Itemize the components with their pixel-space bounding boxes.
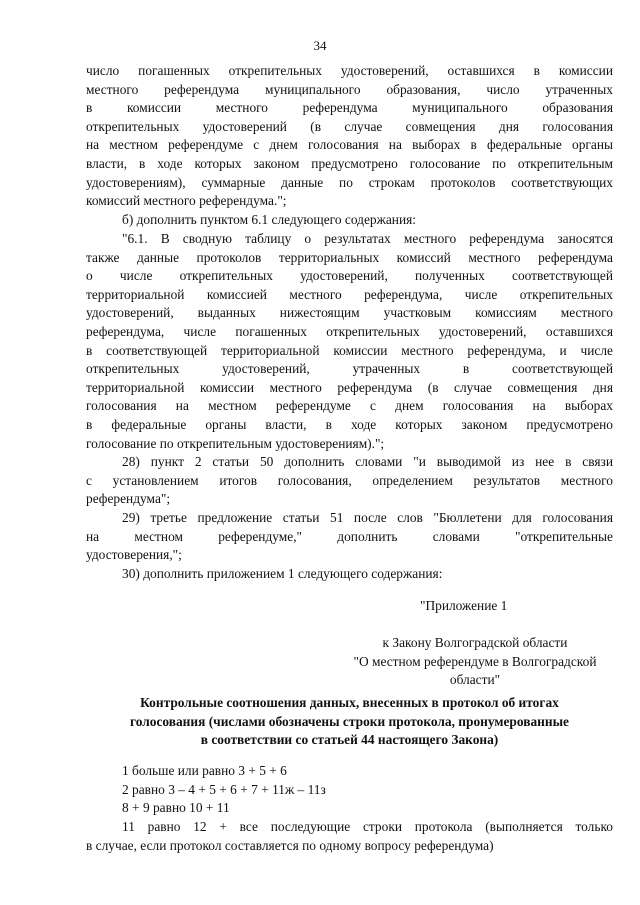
text-line: в случае, если протокол составляется по одному вопросу референдума) [86, 837, 494, 853]
paragraph-item-28 [86, 453, 613, 509]
page-number: 34 [313, 38, 327, 53]
text-line: открепительных удостоверений (в случае совмещения дня голосования [86, 118, 613, 134]
text-line: области" [449, 672, 501, 688]
appendix-label: "Приложение 1 [420, 598, 508, 613]
title-line: Контрольные соотношения данных, внесенных в протокол об итогах [140, 695, 559, 710]
text-line: 28) пункт 2 статьи 50 дополнить словами "и выводимой из нее в связи [122, 454, 613, 469]
paragraph-relation-11 [86, 818, 613, 855]
text-line: референдума, числе погашенных открепительных удостоверений, оставшихся [86, 323, 613, 339]
paragraph-item-b [86, 211, 613, 230]
text-line: удостоверениям), суммарные данные по строкам протоколов соответствующих [86, 174, 613, 190]
appendix-title [86, 694, 613, 750]
text-line: число погашенных открепительных удостоверений, оставшихся в комиссии [86, 63, 613, 78]
text-line: голосование по открепительным удостоверениям)."; [86, 435, 385, 451]
text-line: голосования на местном референдуме с днем голосования на выборах [86, 398, 613, 414]
appendix-law-reference [330, 634, 620, 690]
text-line: в федеральные органы власти, в ходе которых законом предусмотрено [86, 416, 613, 432]
text-line: комиссий местного референдума."; [86, 193, 287, 209]
text-line: "О местном референдуме в Волгоградской [353, 653, 597, 669]
text-line: "6.1. В сводную таблицу о результатах местного референдума заносятся [122, 231, 613, 246]
title-line: в соответствии со статьей 44 настоящего Закона) [200, 732, 499, 748]
paragraph-item-29 [86, 509, 613, 565]
text-line: на местном референдуме," дополнить словами "открепительные [86, 528, 613, 544]
text-line: о числе открепительных удостоверений, полученных соответствующей [86, 268, 613, 284]
text-line: в комиссии местного референдума муниципального образования [86, 100, 613, 116]
text-line: удостоверения,"; [86, 547, 182, 563]
text-line: 29) третье предложение статьи 51 после слов "Бюллетени для голосования [122, 510, 613, 525]
text-line: 11 равно 12 + все последующие строки протокола (выполняется только [122, 819, 613, 834]
text-line: 30) дополнить приложением 1 следующего содержания: [122, 566, 443, 581]
relation-line: 8 + 9 равно 10 + 11 [122, 800, 230, 816]
text-line: территориальной комиссии местного референдума (в случае совмещения дня [86, 379, 613, 395]
relation-line: 2 равно 3 – 4 + 5 + 6 + 7 + 11ж – 11з [122, 781, 326, 797]
control-relations [86, 762, 613, 818]
paragraph-continuation [86, 62, 613, 211]
relation-line: 1 больше или равно 3 + 5 + 6 [122, 763, 287, 778]
text-line: также данные протоколов территориальных комиссий местного референдума [86, 249, 613, 265]
text-line: местного референдума муниципального образования, число утраченных [86, 81, 613, 97]
paragraph-6-1 [86, 230, 613, 453]
text-line: на местном референдуме с днем голосования на выборах в федеральные органы [86, 137, 613, 153]
text-line: в соответствующей территориальной комиссии местного референдума, и числе [86, 342, 613, 358]
text-line: с установлением итогов голосования, определением результатов местного [86, 472, 613, 488]
paragraph-item-30 [86, 565, 613, 584]
text-line: к Закону Волгоградской области [382, 635, 568, 650]
text-line: открепительных удостоверений, утраченных в соответствующей [86, 361, 613, 377]
title-line: голосования (числами обозначены строки протокола, пронумерованные [129, 713, 570, 729]
text-line: б) дополнить пунктом 6.1 следующего содержания: [122, 212, 416, 227]
text-line: власти, в ходе которых законом предусмотрено голосование по открепительным [86, 155, 613, 171]
text-line: территориальной комиссией местного референдума, числе открепительных [86, 286, 613, 302]
text-line: удостоверений, выданных нижестоящим участковым комиссиям местного [86, 305, 613, 321]
text-line: референдума"; [86, 491, 171, 507]
